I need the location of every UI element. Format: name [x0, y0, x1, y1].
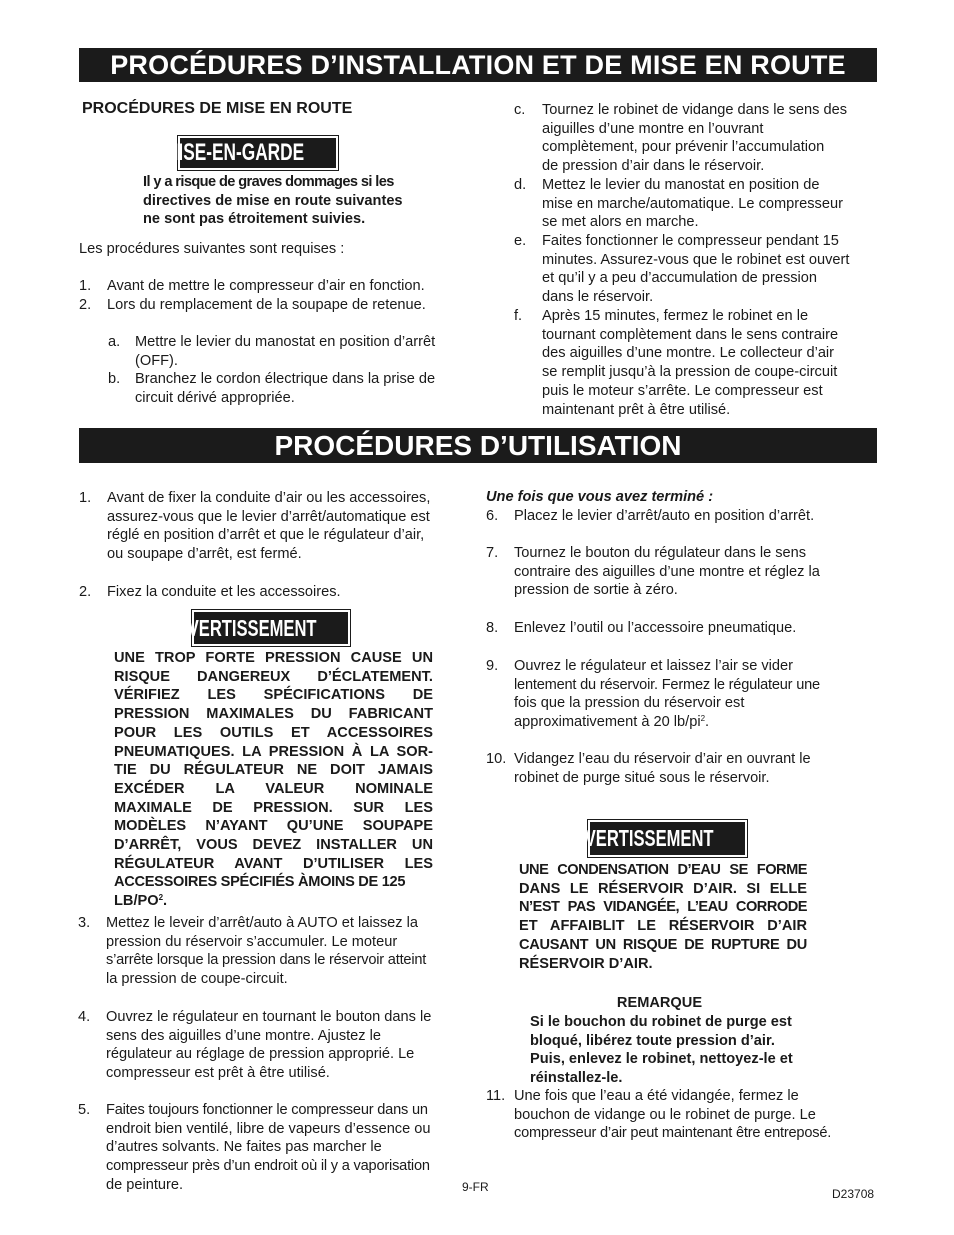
- warning-label-1: AVERTISSEMENT: [192, 610, 350, 646]
- startup-sub-d: d. Mettez le levier du manostat en position de mise en marche/automatique. Le compresseur se met alors en marche.: [514, 177, 843, 231]
- use-item-9: 9. Ouvrez le régulateur et laissez l’air se vider lentement du réservoir. Fermez le régulateur une fois que la pression du réservoir est approximativement à 20 $lb/pi^2$.: [486, 658, 820, 731]
- use-item-5: 5. Faites toujours fonctionner le compresseur dans un endroit bien ventilé, libre de vapeurs d’essence ou d’autres solvants. Ne faites pas marcher le compresseur près d’un endroit où il y a vaporisation de peinture.: [78, 1102, 431, 1193]
- startup-item-2: 2. Lors du remplacement de la soupape de retenue.: [79, 297, 426, 313]
- section-banner-installation: PROCÉDURES D’INSTALLATION ET DE MISE EN ROUTE: [79, 48, 877, 82]
- startup-intro: Les procédures suivantes sont requises :: [79, 241, 345, 257]
- use-item-3: 3. Mettez le leveir d’arrêt/auto à AUTO et laissez la pression du réservoir s’accumuler. Le moteur s’arrête lorsque la pression dans le réservoir atteint la pression de coupe-circuit.: [78, 915, 427, 988]
- use-item-10: 10. Vidangez l’eau du réservoir d’air en ouvrant le robinet de purge situé sous le réservoir.: [486, 751, 811, 786]
- warning-text-1: UNE TROP FORTE PRESSION CAUSE UN RISQUE DANGEREUX D’ÉCLATEMENT. VÉRIFIEZ LES SPÉCIFICATIONS DE PRESSION MAXIMALES DU FABRICANT POUR LES OUTILS ET ACCESSOIRES PNEUMATIQUES. LA PRESSION À LA SOR- TIE DU RÉGULATEUR NE DOIT JAMAIS EXCÉDER LA VALEUR NOMINALE MAXIMALE DE PRESSION. SUR LES MODÈLES N’AYANT QU’UNE SOUPAPE D’ARRÊT, VOUS DEVEZ INSTALLER UN RÉGULATEUR AVANT D’UTILISER LES ACCESSOIRES SPÉCIFIÉS ÀMOINS DE 125 $LB/PO^2$.: [114, 650, 433, 910]
- section-banner-utilisation: PROCÉDURES D’UTILISATION: [79, 428, 877, 463]
- startup-heading: PROCÉDURES DE MISE EN ROUTE: [82, 100, 353, 117]
- startup-sub-c: c. Tournez le robinet de vidange dans le sens des aiguilles d’une montre en l’ouvrant complètement, pour prévenir l’accumulation de pression d’air dans le réservoir.: [514, 102, 848, 175]
- warning-text-2: UNE CONDENSATION D’EAU SE FORME DANS LE RÉSERVOIR D’AIR. SI ELLE N’EST PAS VIDANGÉE, L’EAU CORRODE ET AFFAIBLIT LE RÉSERVOIR D’AIR CAUSANT UN RISQUE DE RUPTURE DU RÉSERVOIR D’AIR.: [519, 862, 807, 972]
- caution-text: Il y a risque de graves dommages si les directives de mise en route suivantes ne sont pas étroitement suivies.: [143, 174, 403, 228]
- startup-item-1: 1. Avant de mettre le compresseur d’air en fonction.: [79, 278, 425, 294]
- document-code: D23708: [832, 1187, 875, 1201]
- startup-sub-f: f. Après 15 minutes, fermez le robinet en le tournant complètement dans le sens contraire des aiguilles d’une montre. Le collecteur d’air se remplit jusqu’à la pression de coupe-circuit puis le moteur s’arrête. Le compresseur est maintenant prêt à être utilisé.: [514, 308, 839, 418]
- done-heading: Une fois que vous avez terminé :: [486, 489, 714, 505]
- caution-label: MISE-EN-GARDE: [178, 136, 338, 170]
- use-item-4: 4. Ouvrez le régulateur en tournant le bouton dans le sens des aiguilles d’une montre. Ajustez le régulateur au réglage de pression approprié. Le compresseur est prêt à être utilisé.: [78, 1009, 432, 1082]
- note-title: REMARQUE: [616, 995, 703, 1011]
- startup-sub-a: a. Mettre le levier du manostat en position d’arrêt (OFF).: [108, 334, 436, 369]
- warning-label-2: AVERTISSEMENT: [588, 820, 747, 857]
- use-item-7: 7. Tournez le bouton du régulateur dans le sens contraire des aiguilles d’une montre et réglez la pression de sortie à zéro.: [486, 545, 820, 599]
- use-item-11: 11. Une fois que l’eau a été vidangée, fermez le bouchon de vidange ou le robinet de purge. Le compresseur d’air peut maintenant être entreposé.: [486, 1088, 832, 1142]
- startup-sub-b: b. Branchez le cordon électrique dans la prise de circuit dérivé appropriée.: [108, 371, 436, 406]
- note-text: Si le bouchon du robinet de purge est bloqué, libérez toute pression d’air. Puis, enlevez le robinet, nettoyez-le et réinstallez-le.: [530, 1014, 793, 1087]
- startup-sub-e: e. Faites fonctionner le compresseur pendant 15 minutes. Assurez-vous que le robinet est ouvert et qu’il y a peu d’accumulation de pression dans le réservoir.: [514, 233, 850, 306]
- use-item-1: 1. Avant de fixer la conduite d’air ou les accessoires, assurez-vous que le levier d’arrêt/automatique est réglé en position d’arrêt et que le régulateur d’air, ou soupape d’arrêt, est fermé.: [79, 490, 431, 563]
- page-number: 9-FR: [462, 1180, 489, 1194]
